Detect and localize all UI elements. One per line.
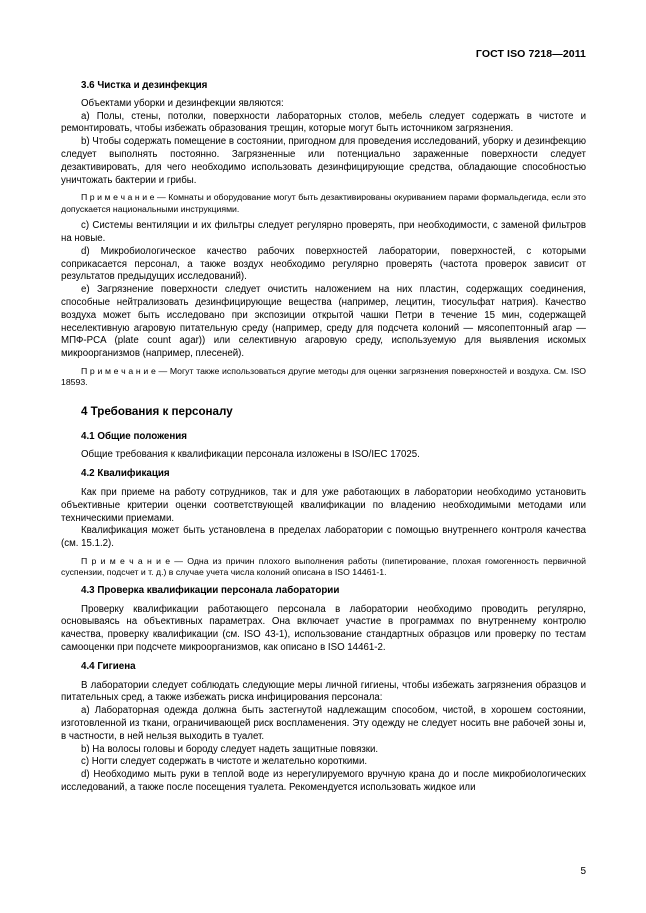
section-4-title: 4 Требования к персоналу: [81, 404, 233, 418]
paragraph: Проверку квалификации работающего персонала в лаборатории необходимо проводить регулярно, основываясь на объективных параметрах. Она включает участие в программах по внутреннему контролю качества, проверку квалификации (см. ISO 43-1), использование стандартных образцов или проверку по тестам самооценки при подсчете микроорганизмов, как описано в ISO 14461-2.: [61, 603, 586, 653]
note-text: — Могут также использоваться другие методы для оценки загрязнения поверхностей и воздуха. См. ISO 18593.: [61, 365, 587, 388]
paragraph: d) Микробиологическое качество рабочих поверхностей лаборатории, поверхностей, с которыми соприкасается персонал, а также воздух необходимо регулярно проверять (частота проверок зависит от результатов предыдущих исследований).: [61, 245, 586, 283]
paragraph: Квалификация может быть установлена в пределах лаборатории с помощью внутреннего контроля качества (см. 15.1.2).: [61, 525, 586, 550]
paragraph: b) Чтобы содержать помещение в состоянии, пригодном для проведения исследований, уборку и дезинфекцию следует выполнять постоянно. Загрязненные или потенциально зараженные поверхности следует дезактивировать, для чего необходимо использовать дезинфицирующие средства, обладающие способностью уничтожать бактерии и грибы.: [61, 136, 586, 186]
section-3-6-title: 3.6 Чистка и дезинфекция: [81, 80, 208, 91]
paragraph: с) Ногти следует содержать в чистоте и желательно короткими.: [81, 756, 368, 768]
page-content: [61, 80, 586, 795]
section-4-2-title: 4.2 Квалификация: [81, 468, 170, 480]
section-4-4-title: 4.4 Гигиена: [81, 660, 136, 672]
note: [61, 556, 586, 579]
section-4-3-title: 4.3 Проверка квалификации персонала лаборатории: [81, 584, 340, 596]
paragraph: с) Системы вентиляции и их фильтры следует регулярно проверять, при необходимости, с заменой фильтров на новые.: [61, 220, 586, 244]
section-4-1-title: 4.1 Общие положения: [81, 430, 188, 442]
paragraph: Как при приеме на работу сотрудников, так и для уже работающих в лаборатории необходимо установить объективные критерии оценки соответствующей квалификации по владению необходимыми методами или техническими приемами.: [61, 486, 586, 524]
paragraph: Общие требования к квалификации персонала изложены в ISO/IEC 17025.: [81, 449, 420, 461]
paragraph: В лаборатории следует соблюдать следующие меры личной гигиены, чтобы избежать загрязнения образцов и питательных сред, а также избежать риска инфицирования персонала:: [61, 679, 586, 704]
note: [61, 192, 586, 215]
note-label: П р и м е ч а н и е: [81, 192, 155, 203]
note: [61, 366, 586, 389]
paragraph: d) Необходимо мыть руки в теплой воде из нерегулируемого вручную крана до и после микробиологических исследований, а также после посещения туалета. Рекомендуется использовать жидкое или: [61, 769, 586, 793]
standard-header: ГОСТ ISO 7218—2011: [475, 48, 586, 60]
note-text: — Комнаты и оборудование могут быть дезактивированы окуриванием парами формальдегида, если это допускается национальными инструкциями.: [61, 192, 586, 214]
note-label: П р и м е ч а н и е: [81, 365, 156, 376]
note-label: П р и м е ч а н и е: [81, 555, 171, 566]
paragraph: а) Полы, стены, потолки, поверхности лабораторных столов, мебель следует содержать в чистоте и ремонтировать, чтобы избежать образования трещин, которые могут быть источником загрязнения.: [61, 110, 586, 135]
paragraph: Объектами уборки и дезинфекции являются:: [81, 97, 284, 109]
page-number: 5: [580, 866, 586, 877]
paragraph: е) Загрязнение поверхности следует очистить наложением на них пластин, содержащих соединения, способные нейтрализовать дезинфицирующие вещества (например, лецитин, тиосульфат натрия). Качество воздуха может быть исследовано при экспозиции открытой чашки Петри в течение 15 мин, содержащей неселективную агаровую питательную среду (например, среду для подсчета колоний — мясопептонный агар — МПФ-PCA (plate count agar)) или селективную агаровую среду, используемую для выявления искомых микроорганизмов (например, плесеней).: [61, 284, 586, 360]
note-text: — Одна из причин плохого выполнения работы (пипетирование, плохая гомогенность первичной суспензии, подсчет и т. д.) в случае учета числа колоний описана в ISO 14461-1.: [61, 555, 586, 578]
paragraph: b) На волосы головы и бороду следует надеть защитные повязки.: [81, 743, 379, 755]
paragraph: а) Лабораторная одежда должна быть застегнутой надлежащим способом, чистой, в хорошем состоянии, изготовленной из ткани, ограничивающей риск воспламенения. Эту одежду не следует носить вне рабочей зоны и, в частности, в ней нельзя выходить в туалет.: [61, 705, 586, 742]
